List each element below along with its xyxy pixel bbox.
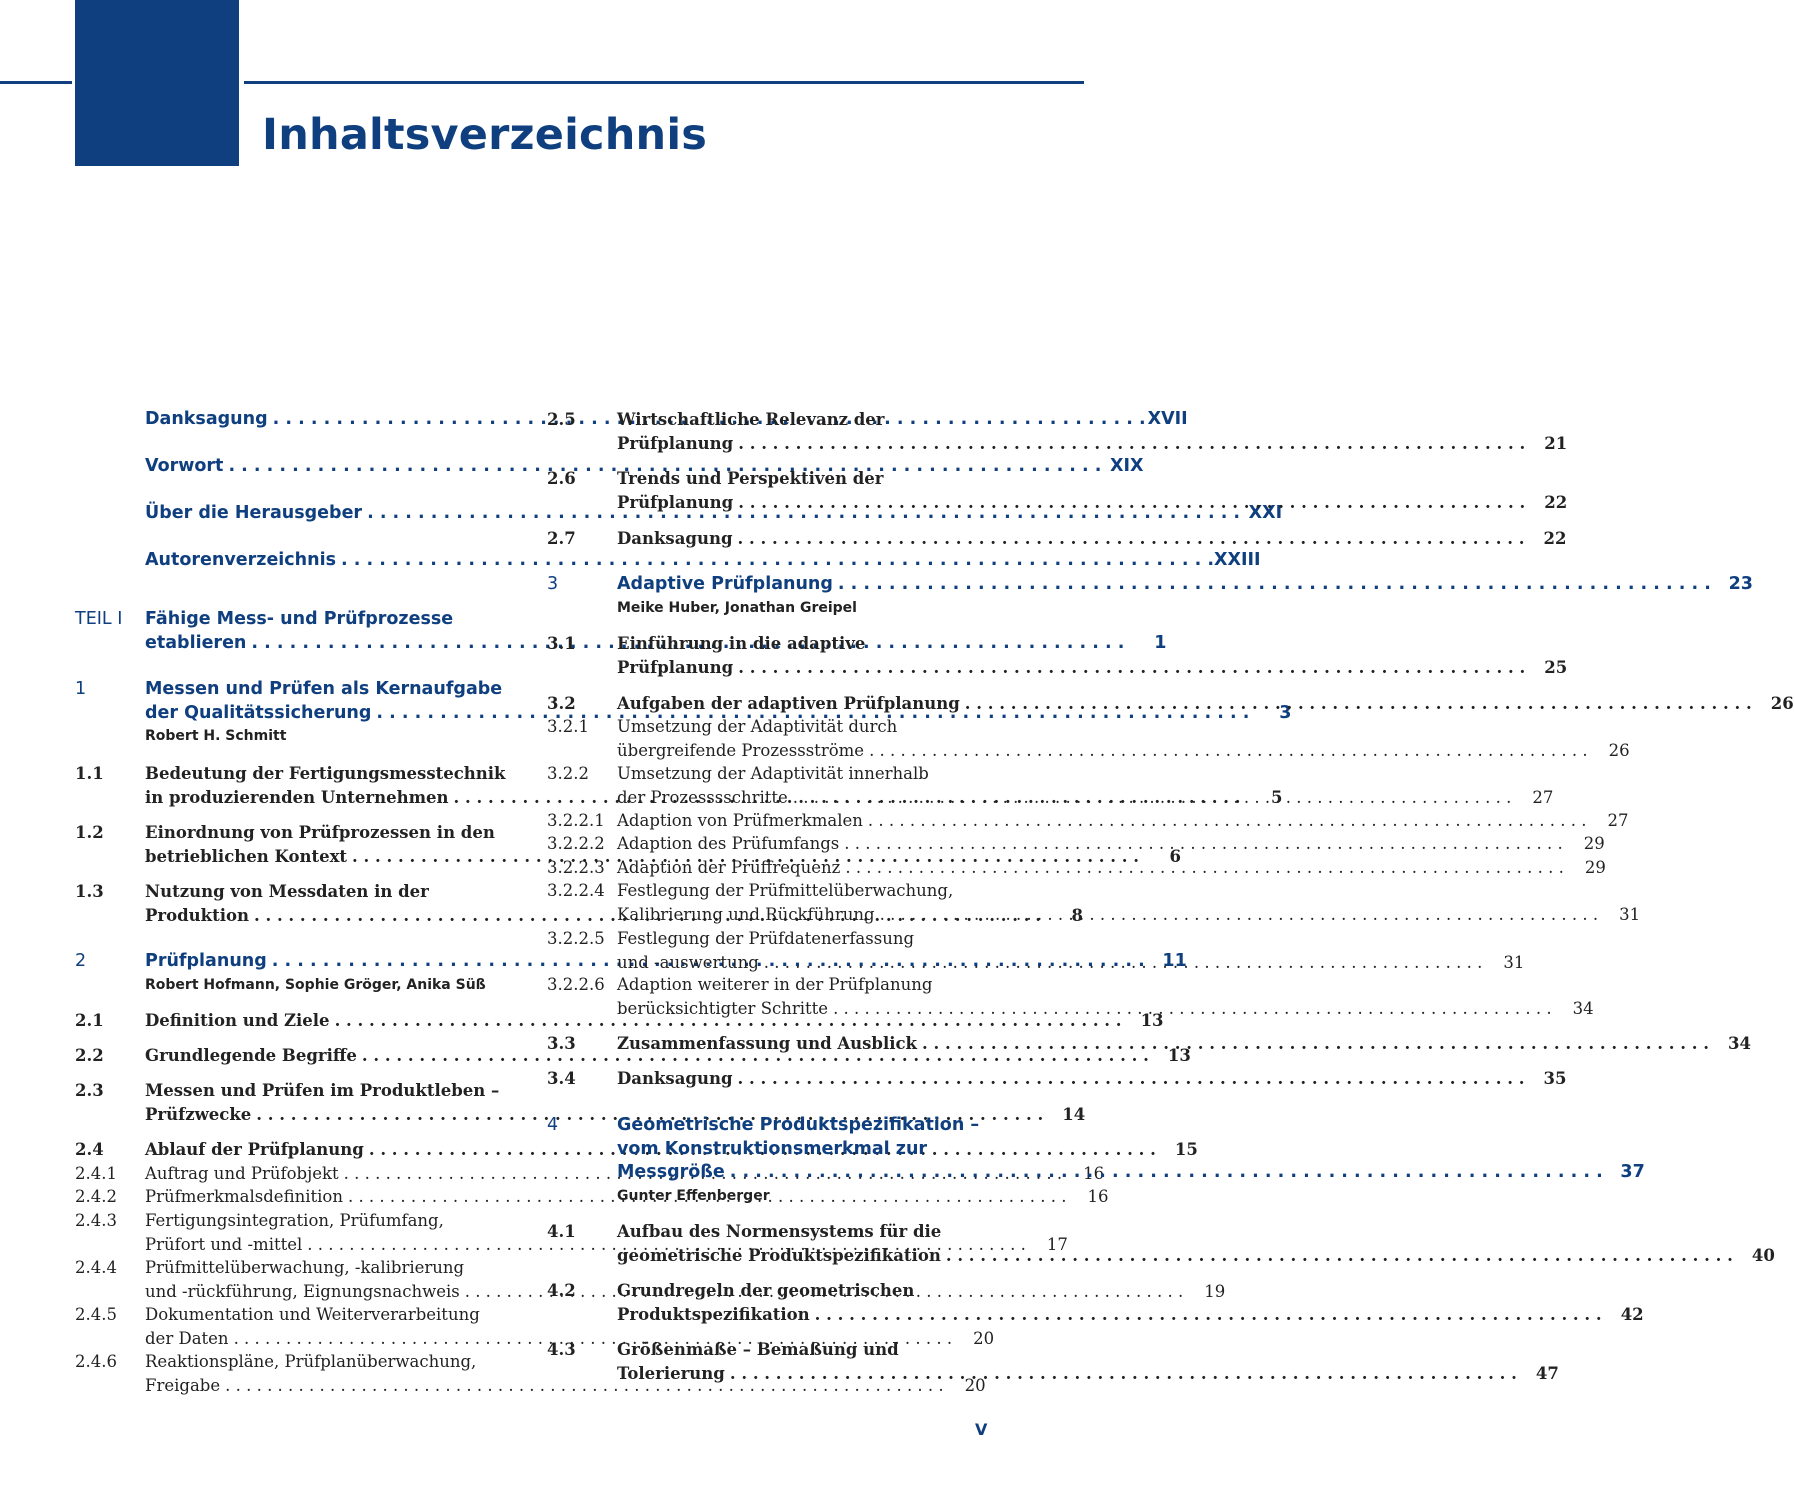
toc-entry-title-line: Trends und Perspektiven der <box>617 469 884 488</box>
toc-entry-title-line: Aufbau des Normensystems für die <box>617 1222 942 1241</box>
toc-entry-title-line: Adaptive Prüfplanung <box>617 574 833 594</box>
toc-entry-number <box>75 408 145 432</box>
toc-entry-title-line: betrieblichen Kontext <box>145 846 348 866</box>
dot-leader <box>759 951 1483 975</box>
toc-entry-title-row <box>617 786 1554 810</box>
toc-entry-title-line: Einordnung von Prüfprozessen in den <box>145 823 495 842</box>
toc-entry-title-line: Prüfort und -mittel <box>145 1234 303 1254</box>
toc-entry-page: 22 <box>1543 529 1567 548</box>
toc-entry-title-line: Adaption der Prüffrequenz <box>617 858 841 877</box>
toc-entry-body <box>617 632 1568 679</box>
toc-entry-title-line: Bedeutung der Fertigungsmesstechnik <box>145 764 506 783</box>
toc-entry-number: 3.4 <box>547 1069 576 1088</box>
toc-entry-title-row <box>617 856 1606 880</box>
toc-entry-number: 3.2.2.6 <box>547 975 605 994</box>
toc-entry-number: 3.2.2.1 <box>547 811 605 830</box>
toc-entry-title-line: Prüfmerkmalsdefinition <box>145 1187 343 1206</box>
toc-entry-page: 34 <box>1572 998 1594 1018</box>
toc-entry-page: 16 <box>1083 1164 1105 1183</box>
toc-entry-page: 29 <box>1584 858 1606 877</box>
toc-entry-title-row <box>617 692 1794 716</box>
toc-entry-page: 29 <box>1583 834 1605 853</box>
toc-entry-title-line: Festlegung der Prüfmittelüberwachung, <box>617 881 954 900</box>
toc-entry-number: 2.4.3 <box>75 1211 117 1230</box>
toc-entry-number: 1.2 <box>75 823 104 842</box>
page-number: V <box>975 1420 988 1439</box>
toc-entry-page: XXIII <box>1214 550 1261 570</box>
toc-entry-page: 8 <box>1071 905 1083 925</box>
dot-leader <box>960 692 1752 716</box>
toc-entry-number: 2.2 <box>75 1046 104 1065</box>
toc-entry-body <box>617 573 1753 619</box>
toc-entry-title-row <box>145 1374 986 1398</box>
toc-entry-title-line: Prüfmittelüberwachung, -kalibrierung <box>145 1258 465 1277</box>
toc-entry-page: 1 <box>1154 632 1167 653</box>
toc-entry-title-row <box>617 903 1641 927</box>
toc-entry-title-line: Aufgaben der adaptiven Prüfplanung <box>617 694 960 713</box>
toc-entry-page: XXI <box>1248 503 1283 523</box>
dot-leader <box>833 573 1711 597</box>
toc-entry-title-line: Messen und Prüfen als Kernaufgabe <box>145 679 503 699</box>
toc-entry[interactable] <box>75 549 1261 573</box>
toc-entry-body <box>617 715 1630 762</box>
toc-entry[interactable] <box>547 879 1641 926</box>
toc-entry[interactable] <box>547 973 1594 1020</box>
toc-entry-authors: Robert Hofmann, Sophie Gröger, Anika Süß <box>145 976 486 993</box>
toc-entry-title-row <box>617 809 1629 833</box>
toc-entry-title-line: Größenmaße – Bemaßung und <box>617 1340 899 1359</box>
toc-entry[interactable] <box>547 832 1605 856</box>
toc-entry-body <box>617 527 1567 551</box>
toc-entry-title-row <box>617 527 1567 551</box>
toc-entry-title-line: Produktion <box>145 905 249 925</box>
dot-leader <box>733 432 1525 456</box>
toc-entry-title-row <box>617 1362 1559 1386</box>
dot-leader <box>839 832 1563 856</box>
toc-entry-number <box>75 502 145 526</box>
toc-entry-title-line: Danksagung <box>145 409 268 429</box>
toc-entry-number: 2.4.1 <box>75 1164 117 1183</box>
toc-entry-title-row <box>145 549 1261 573</box>
toc-entry-title-line: Dokumentation und Weiterverarbeitung <box>145 1305 480 1324</box>
toc-entry[interactable] <box>547 1067 1567 1091</box>
toc-entry-body <box>617 762 1554 809</box>
toc-entry-page: 31 <box>1503 952 1525 972</box>
toc-entry-body <box>617 692 1794 716</box>
dot-leader <box>732 1067 1524 1091</box>
toc-entry-title-line: Grundlegende Begriffe <box>145 1046 357 1065</box>
header-rule-left <box>0 81 72 84</box>
toc-entry-title-line: und -rückführung, Eignungsnachweis <box>145 1281 460 1301</box>
toc-entry-title-line: Prüfplanung <box>145 951 267 971</box>
toc-entry-number: 3.2.2.5 <box>547 929 605 948</box>
toc-entry-number: 3.2.2.4 <box>547 881 605 900</box>
toc-entry-number: 2.4.4 <box>75 1258 117 1277</box>
dot-leader <box>733 491 1525 515</box>
toc-entry-body <box>617 832 1605 856</box>
toc-entry-page: 16 <box>1087 1187 1109 1206</box>
toc-entry-title-line: Danksagung <box>617 1069 733 1088</box>
toc-entry-title-line: Freigabe <box>145 1375 221 1395</box>
toc-entry-page: 15 <box>1174 1140 1198 1159</box>
toc-entry-page: 27 <box>1532 787 1554 807</box>
toc-entry-number: 4.2 <box>547 1281 576 1300</box>
toc-entry-number: 2.5 <box>547 410 576 429</box>
toc-entry-title-line: berücksichtigter Schritte <box>617 998 829 1018</box>
toc-entry-title-line: Prüfplanung <box>617 433 734 453</box>
dot-leader <box>840 856 1564 880</box>
toc-entry-number: 4.1 <box>547 1222 576 1241</box>
toc-entry-page: 14 <box>1062 1104 1086 1124</box>
dot-leader <box>863 809 1587 833</box>
toc-entry-number: 3.2 <box>547 694 576 713</box>
toc-entry-page: 26 <box>1608 740 1630 760</box>
toc-entry-title-line: Einführung in die adaptive <box>617 634 866 653</box>
toc-entry-title-row <box>617 1303 1644 1327</box>
toc-entry[interactable] <box>547 632 1568 679</box>
toc-entry-title-line: Adaption von Prüfmerkmalen <box>617 811 863 830</box>
toc-entry-number: 3 <box>547 574 559 594</box>
chapter-tab-block <box>75 0 239 166</box>
toc-entry-body <box>617 856 1606 880</box>
toc-entry[interactable] <box>547 856 1606 880</box>
toc-entry-title-line: Auftrag und Prüfobjekt <box>145 1164 339 1183</box>
toc-entry-number: 3.2.2.2 <box>547 834 605 853</box>
toc-entry-authors: Meike Huber, Jonathan Greipel <box>617 599 857 616</box>
toc-entry-title-row <box>145 1044 1191 1068</box>
toc-entry-authors: Robert H. Schmitt <box>145 728 287 744</box>
toc-entry-title-line: und -auswertung <box>617 952 759 972</box>
toc-entry-title-line: Zusammenfassung und Ausblick <box>617 1034 917 1053</box>
toc-entry-title-line: Wirtschaftliche Relevanz der <box>617 410 885 429</box>
toc-entry-body <box>617 809 1629 833</box>
toc-entry-page: XVII <box>1147 409 1188 429</box>
toc-entry-body <box>617 973 1594 1020</box>
toc-entry[interactable] <box>547 527 1567 551</box>
toc-entry-page: 25 <box>1544 657 1568 677</box>
toc-entry-number <box>75 455 145 479</box>
toc-entry-number: TEIL I <box>75 609 123 629</box>
toc-entry-number <box>75 549 145 573</box>
toc-entry-title-row <box>617 832 1605 856</box>
dot-leader <box>917 1032 1709 1056</box>
toc-entry-page: 47 <box>1535 1363 1559 1383</box>
toc-entry-title-line: Über die Herausgeber <box>145 503 363 523</box>
toc-entry-number: 2.7 <box>547 529 576 548</box>
toc-entry-number: 3.2.2.3 <box>547 858 605 877</box>
toc-entry-page: 13 <box>1167 1046 1191 1065</box>
toc-entry-number: 3.2.1 <box>547 717 589 736</box>
toc-entry-title-row <box>617 739 1630 763</box>
toc-entry-number: 2.4.5 <box>75 1305 117 1324</box>
toc-entry[interactable] <box>547 692 1794 716</box>
toc-entry-title-line: Grundregeln der geometrischen <box>617 1281 915 1300</box>
toc-entry-authors: Gunter Effenberger <box>617 1187 770 1204</box>
toc-entry-title-line: der Qualitätssicherung <box>145 702 372 723</box>
dot-leader <box>810 1303 1602 1327</box>
toc-entry[interactable] <box>75 1044 1191 1068</box>
toc-entry-title-line: Prüfplanung <box>617 492 734 512</box>
toc-entry-body <box>617 1067 1567 1091</box>
toc-entry-number: 2.4.6 <box>75 1352 117 1371</box>
toc-entry-title-row <box>617 573 1753 597</box>
toc-entry-title-line: Nutzung von Messdaten in der <box>145 882 429 901</box>
dot-leader <box>875 903 1599 927</box>
toc-entry-number: 3.3 <box>547 1034 576 1053</box>
toc-entry[interactable] <box>75 1009 1164 1033</box>
toc-entry-title-line: Ablauf der Prüfplanung <box>145 1140 364 1159</box>
toc-entry-page: 19 <box>1204 1281 1226 1301</box>
toc-entry-title-line: Kalibrierung und Rückführung <box>617 904 875 924</box>
toc-entry-title-line: Tolerierung <box>617 1363 725 1383</box>
toc-entry-number: 4.3 <box>547 1340 576 1359</box>
toc-entry-page: 27 <box>1607 811 1629 830</box>
toc-entry-number: 2 <box>75 951 87 971</box>
toc-entry-page: 13 <box>1140 1011 1164 1030</box>
toc-entry-title-line: übergreifende Prozessströme <box>617 740 865 760</box>
toc-entry-page: 3 <box>1279 702 1292 723</box>
toc-entry-page: 11 <box>1162 951 1187 971</box>
toc-entry-number: 3.1 <box>547 634 576 653</box>
header-rule-right <box>244 81 1084 84</box>
toc-entry-page: 34 <box>1728 1034 1751 1053</box>
toc-entry-number: 2.1 <box>75 1011 104 1030</box>
toc-entry-body <box>145 1044 1191 1068</box>
toc-entry-title-line: Prüfplanung <box>617 657 734 677</box>
toc-entry-number: 2.6 <box>547 469 576 488</box>
toc-entry-title-line: der Prozesssschritte <box>617 787 788 807</box>
toc-entry-page: 35 <box>1543 1069 1567 1088</box>
dot-leader <box>941 1244 1733 1268</box>
toc-entry-page: 6 <box>1169 846 1182 866</box>
toc-entry-body <box>145 549 1261 573</box>
toc-entry-title-line: vom Konstruktionsmerkmal zur <box>617 1138 928 1159</box>
toc-entry-title-line: Messen und Prüfen im Produktleben – <box>145 1081 500 1100</box>
toc-entry-page: 40 <box>1751 1245 1775 1265</box>
toc-entry-title-line: Adaption des Prüfumfangs <box>617 834 840 853</box>
page-title: Inhaltsverzeichnis <box>262 110 708 160</box>
toc-entry-page: 31 <box>1619 904 1641 924</box>
toc-entry-body <box>145 1009 1164 1033</box>
toc-entry-title-line: der Daten <box>145 1328 229 1348</box>
dot-leader <box>725 1362 1517 1386</box>
toc-entry-title-line: Vorwort <box>145 456 224 476</box>
toc-entry-title-line: Definition und Ziele <box>145 1011 330 1030</box>
toc-entry-page: 21 <box>1544 433 1568 453</box>
toc-entry-page: XIX <box>1109 456 1144 476</box>
toc-entry-number: 1.3 <box>75 882 104 901</box>
toc-entry-number: 3.2.2 <box>547 764 589 783</box>
toc-entry-title-line: etablieren <box>145 632 247 653</box>
toc-entry-page: 20 <box>973 1328 995 1348</box>
toc-entry-page: 20 <box>964 1375 986 1395</box>
toc-entry-title-line: Geometrische Produktspezifikation – <box>617 1115 980 1135</box>
toc-entry-page: 5 <box>1271 787 1283 807</box>
toc-entry-title-line: Festlegung der Prüfdatenerfassung <box>617 929 915 948</box>
toc-entry-title-row <box>145 1009 1164 1033</box>
dot-leader <box>733 656 1525 680</box>
toc-entry-title-line: Produktspezifikation <box>617 1304 810 1324</box>
toc-entry-title-line: Umsetzung der Adaptivität innerhalb <box>617 764 929 783</box>
toc-entry[interactable] <box>547 573 1753 619</box>
toc-entry-body <box>617 879 1641 926</box>
toc-entry-title-line: Messgröße <box>617 1162 725 1182</box>
toc-entry-number: 2.4 <box>75 1140 104 1159</box>
toc-entry-title-line: Adaption weiterer in der Prüfplanung <box>617 975 933 994</box>
dot-leader <box>336 549 1214 573</box>
toc-entry[interactable] <box>547 762 1554 809</box>
toc-entry-title-line: geometrische Produktspezifikation <box>617 1245 941 1265</box>
toc-entry-page: 26 <box>1770 694 1794 713</box>
toc-entry-page: 22 <box>1544 492 1568 512</box>
toc-entry-number: 1.1 <box>75 764 104 783</box>
dot-leader <box>788 786 1512 810</box>
toc-entry-title-line: Danksagung <box>617 529 733 548</box>
toc-entry[interactable] <box>547 809 1629 833</box>
dot-leader <box>864 739 1588 763</box>
toc-entry-title-line: in produzierenden Unternehmen <box>145 787 449 807</box>
toc-entry-number: 1 <box>75 679 87 699</box>
toc-entry-number: 2.4.2 <box>75 1187 117 1206</box>
toc-entry-page: 37 <box>1620 1162 1645 1182</box>
toc-entry-title-line: Umsetzung der Adaptivität durch <box>617 717 898 736</box>
toc-entry-title-row <box>617 1067 1567 1091</box>
toc-entry-title-line: Fertigungsintegration, Prüfumfang, <box>145 1211 444 1230</box>
toc-entry-page: 42 <box>1620 1304 1644 1324</box>
toc-entry-number: 2.3 <box>75 1081 104 1100</box>
toc-entry-page: 17 <box>1046 1234 1068 1254</box>
toc-entry-title-line: Prüfzwecke <box>145 1104 252 1124</box>
dot-leader <box>725 1161 1603 1185</box>
toc-entry-title-line: Reaktionspläne, Prüfplanüberwachung, <box>145 1352 477 1371</box>
toc-entry-page: 23 <box>1728 574 1753 594</box>
toc-entry-title-row <box>617 432 1568 456</box>
toc-entry[interactable] <box>547 715 1630 762</box>
toc-entry-title-line: Autorenverzeichnis <box>145 550 337 570</box>
toc-entry-number: 4 <box>547 1115 559 1135</box>
dot-leader <box>732 527 1524 551</box>
toc-entry-title-line: Fähige Mess- und Prüfprozesse <box>145 609 454 629</box>
toc-entry-title-row <box>617 656 1568 680</box>
dot-leader <box>828 997 1552 1021</box>
